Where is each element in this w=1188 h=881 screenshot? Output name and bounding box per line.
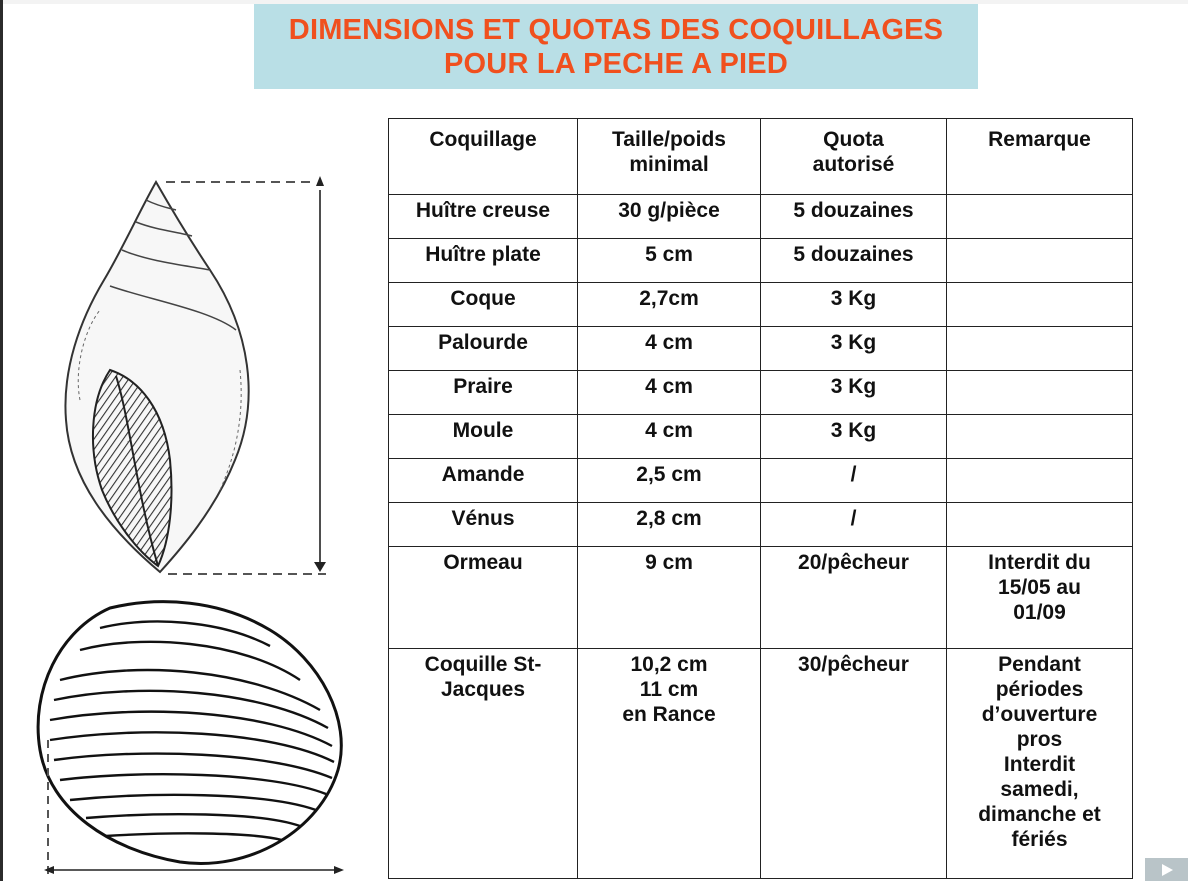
remark-cell [947,239,1133,283]
remark-cell-text: fériés [1011,828,1068,851]
quota-cell [761,503,947,547]
quota-cell-text: 5 douzaines [793,199,914,222]
quota-cell [761,195,947,239]
table-row [389,195,1133,239]
species-cell [389,649,578,879]
min-size-cell-text: 4 cm [645,375,693,398]
min-size-cell-text: 5 cm [645,243,693,266]
table-row [389,503,1133,547]
remark-cell [947,415,1133,459]
column-header-text: Remarque [988,128,1091,151]
quota-cell-text: 3 Kg [830,419,877,442]
min-size-cell-text: 2,8 cm [636,507,702,530]
min-size-cell-text: 30 g/pièce [618,199,720,222]
column-header [761,119,947,195]
remark-cell [947,547,1133,649]
remark-cell-text: samedi, [1000,778,1079,801]
title-line-2: POUR LA PECHE A PIED [444,47,788,80]
species-cell [389,371,578,415]
min-size-cell [578,649,761,879]
species-cell-text: Amande [441,463,525,486]
species-cell [389,459,578,503]
min-size-cell-text: 2,5 cm [636,463,702,486]
remark-cell-text: périodes [995,678,1084,701]
remark-cell [947,327,1133,371]
table-row [389,283,1133,327]
min-size-cell [578,327,761,371]
species-cell-text: Huître creuse [415,199,551,222]
quota-cell [761,371,947,415]
quota-cell-text: 20/pêcheur [798,551,909,574]
whelk-shell-illustration [40,170,340,590]
table-row [389,547,1133,649]
quota-cell [761,459,947,503]
species-cell [389,415,578,459]
species-cell-text: Jacques [440,678,526,701]
slide-title [254,4,978,89]
quota-cell [761,547,947,649]
remark-cell-text: Interdit du [988,551,1091,574]
remark-cell [947,459,1133,503]
min-size-cell [578,415,761,459]
species-cell [389,503,578,547]
species-cell-text: Ormeau [443,551,523,574]
play-triangle-icon [1160,863,1174,877]
min-size-cell-text: 10,2 cm [630,653,708,676]
species-cell-text: Huître plate [425,243,541,266]
remark-cell-text: Pendant [998,653,1081,676]
remark-cell-text: Interdit [1003,753,1076,776]
quota-cell-text: 3 Kg [830,331,877,354]
remark-cell [947,195,1133,239]
title-line-1: DIMENSIONS ET QUOTAS DES COQUILLAGES [288,13,944,46]
quota-cell-text: 3 Kg [830,375,877,398]
table-row [389,415,1133,459]
species-cell-text: Coquille St- [424,653,542,676]
remark-cell [947,503,1133,547]
column-header [578,119,761,195]
column-header [389,119,578,195]
column-header-text: minimal [629,153,709,176]
remark-cell-text: pros [1016,728,1063,751]
species-cell [389,195,578,239]
table-row [389,239,1133,283]
min-size-cell-text: en Rance [622,703,716,726]
species-cell-text: Moule [452,419,514,442]
remark-cell-text: d’ouverture [981,703,1098,726]
min-size-cell [578,239,761,283]
min-size-cell-text: 4 cm [645,331,693,354]
min-size-cell [578,283,761,327]
species-cell [389,547,578,649]
species-cell [389,327,578,371]
column-header-text: autorisé [812,153,895,176]
min-size-cell [578,503,761,547]
table-row [389,459,1133,503]
min-size-cell [578,547,761,649]
species-cell [389,239,578,283]
min-size-cell-text: 4 cm [645,419,693,442]
species-cell-text: Vénus [451,507,515,530]
quota-cell-text: 3 Kg [830,287,877,310]
remark-cell [947,649,1133,879]
column-header [947,119,1133,195]
min-size-cell-text: 2,7cm [639,287,699,310]
remark-cell [947,283,1133,327]
min-size-cell [578,195,761,239]
next-slide-button[interactable] [1145,858,1188,881]
table-row [389,327,1133,371]
remark-cell [947,371,1133,415]
min-size-cell [578,371,761,415]
remark-cell-text: dimanche et [978,803,1101,826]
species-cell-text: Praire [453,375,513,398]
table-row [389,371,1133,415]
quota-cell-text: / [850,507,857,530]
min-size-cell-text: 11 cm [639,678,699,701]
quota-cell [761,415,947,459]
clam-shell-illustration [20,600,360,881]
quota-cell [761,327,947,371]
column-header-text: Coquillage [429,128,537,151]
min-size-cell-text: 9 cm [645,551,693,574]
table-row [389,649,1133,879]
quota-cell-text: / [850,463,857,486]
species-cell [389,283,578,327]
left-edge-bar [0,0,3,881]
table-header-row [389,119,1133,195]
column-header-text: Quota [823,128,884,151]
quota-table [388,118,1133,879]
species-cell-text: Palourde [438,331,528,354]
quota-cell [761,283,947,327]
quota-cell [761,649,947,879]
quota-cell [761,239,947,283]
remark-cell-text: 01/09 [1013,601,1066,624]
species-cell-text: Coque [450,287,516,310]
quota-cell-text: 5 douzaines [793,243,914,266]
quota-cell-text: 30/pêcheur [798,653,909,676]
remark-cell-text: 15/05 au [998,576,1081,599]
column-header-text: Taille/poids [612,128,726,151]
min-size-cell [578,459,761,503]
